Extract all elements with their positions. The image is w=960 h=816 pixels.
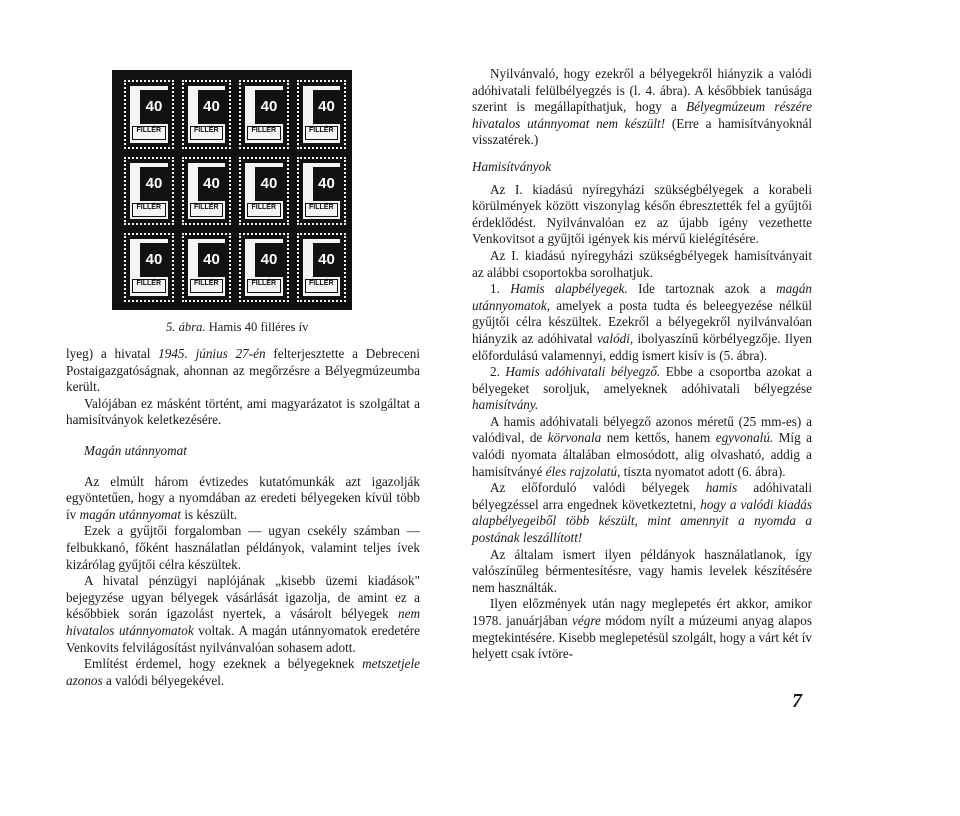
text-run: A hivatal pénzügyi naplójának „kisebb üzemi kiadások" bejegyzése ugyan bélyegek vásárlását igazolja, de amint ez a későbbiek során igazolást nyertek, a vásárolt bélyegek	[66, 573, 420, 622]
text-run-italic: magán utánnyomat	[79, 506, 182, 522]
text-run-italic: nem hivatalos utánnyomatok	[66, 606, 420, 638]
stamp-label: FILLÉR	[251, 203, 276, 211]
stamp-face	[303, 163, 341, 220]
text-run: is készült.	[181, 506, 238, 522]
text-run: Az előforduló valódi bélyegek	[490, 480, 706, 496]
right-paragraph-8: Az általam ismert ilyen példányok használatlanok, így valószínűleg bérmentesítésre, vagy hamis levelek készítésére nem használták.	[472, 546, 812, 595]
right-paragraph-9	[472, 596, 812, 662]
stamp	[297, 80, 347, 149]
stamp	[182, 157, 232, 226]
stamp-label: FILLÉR	[136, 280, 161, 288]
stamp-value: 40	[140, 90, 168, 124]
stamp	[297, 233, 347, 302]
text-run-italic: hogy a valódi kiadás alapbélyegeiből több készült, mint amennyit a nyomda a postának leszállított!	[472, 496, 813, 546]
right-column	[472, 66, 812, 663]
text-run: Ebbe a csoportba azokat a bélyegeket soroljuk, amelyeknek adóhivatali bélyegzése	[472, 364, 813, 396]
text-run-italic: körvonala	[547, 430, 602, 446]
text-run-italic: metszetjele azonos	[66, 656, 420, 688]
left-paragraph-5	[66, 573, 420, 656]
stamp-value: 40	[140, 167, 168, 201]
stamp-label: FILLÉR	[194, 127, 219, 134]
right-paragraph-3: Az I. kiadású nyíregyházi szükségbélyegek hamisítványait az alábbi csoportokba sorolhatjuk.	[472, 247, 812, 280]
text-run: 1.	[490, 281, 511, 297]
text-run: lyeg) a hivatal	[66, 346, 159, 361]
stamp	[182, 80, 232, 149]
text-run: Említést érdemel, hogy ezeknek a bélyegeknek	[84, 656, 363, 672]
text-run: Ide tartoznak azok a	[627, 281, 777, 297]
text-run: (Erre a hamisítványoknál visszatérek.)	[472, 115, 813, 148]
text-run-italic: egyvonalú.	[715, 430, 774, 446]
text-run-italic: hamis	[705, 480, 738, 496]
figure-caption	[166, 320, 308, 335]
stamp-sheet-figure	[112, 70, 352, 310]
stamp	[239, 157, 289, 226]
stamp	[239, 233, 289, 302]
stamp-label: FILLÉR	[194, 280, 219, 288]
right-paragraph-7	[472, 480, 812, 546]
figure-caption-text: Hamis 40 filléres ív	[205, 320, 309, 334]
stamp-value: 40	[198, 90, 226, 124]
stamp-face	[188, 239, 226, 296]
figure-caption-number: 5. ábra.	[166, 320, 206, 334]
stamp	[124, 80, 174, 149]
text-run-italic: 1945. június 27-én	[158, 346, 266, 361]
text-run: amelyek a posta tudta és beleegyezése nélkül gyűjtői célra készültek. Ezekről a bélyegekről nyilvánvalóan hiányzik az adóhivatal	[472, 297, 812, 346]
text-run: Míg a valódi nyomata általában elmosódott, alig olvasható, addig a hamisítványé	[472, 430, 812, 479]
text-run: a valódi bélyegekével.	[102, 672, 225, 688]
stamp-value: 40	[313, 90, 341, 124]
text-run: tiszta nyomatot adott (6. ábra).	[620, 463, 786, 479]
stamp-face	[130, 163, 168, 220]
stamp-face	[130, 86, 168, 143]
section-heading-magan: Magán utánnyomat	[84, 442, 187, 458]
stamp-label: FILLÉR	[251, 280, 276, 288]
stamp	[239, 80, 289, 149]
left-column	[66, 346, 420, 689]
stamp-sheet-grid	[124, 80, 346, 302]
stamp	[297, 157, 347, 226]
text-run: nem kettős, hanem	[601, 430, 716, 446]
text-run: Nyilvánvaló, hogy ezekről a bélyegekről hiányzik a valódi adóhivatali felülbélyegzés is (l. 4. ábra). A későbbiek tanúsága szerint is megállapíthatjuk, hogy a	[472, 66, 812, 115]
right-paragraph-2: Az I. kiadású nyíregyházi szükségbélyegek a korabeli körülmények között viszonylag későn ébresztették fel a gyűjtői érdeklődést. Nyilvánvalóan ez az újabb igény vezethette Venkovitsot a gyűjtői igények kis mérvű kielégítésére.	[472, 181, 812, 247]
text-run-italic: hamisítvány.	[472, 397, 539, 413]
text-run-italic: Hamis alapbélyegek.	[510, 281, 628, 297]
page-number: 7	[792, 690, 802, 712]
stamp-label: FILLÉR	[309, 127, 334, 134]
text-run: Az elmúlt három évtizedes kutatómunkák azt igazolják egyöntetűen, hogy a nyomdában az eredeti bélyegeken kívül több ív	[66, 473, 420, 522]
text-run: felterjesztette a Debreceni Postaigazgatóságnak, ahonnan az megőrzésre a Bélyegmúzeumba került.	[66, 346, 420, 395]
text-run: ibolyaszínű körbélyegzője. Ilyen előfordulású valamennyi, eddig ismert kisív is (5. ábra).	[472, 330, 813, 363]
text-run: adóhivatali bélyegzéssel arra engednek következtetni,	[472, 480, 812, 512]
stamp-face	[303, 86, 341, 143]
left-paragraph-2: Valójában ez másként történt, ami magyarázatot is szolgáltat a hamisítványok keletkezésére.	[66, 395, 420, 428]
stamp-value: 40	[198, 243, 226, 277]
stamp-value: 40	[313, 167, 341, 201]
text-run-italic: Hamis adóhivatali bélyegző.	[505, 364, 661, 380]
stamp-face	[245, 239, 283, 296]
right-paragraph-5	[472, 364, 812, 414]
stamp-face	[130, 239, 168, 296]
text-run: Ilyen előzmények után nagy meglepetés ért akkor, amikor 1978. januárjában	[472, 596, 812, 628]
stamp-face	[245, 163, 283, 220]
stamp-label: FILLÉR	[194, 203, 219, 211]
right-paragraph-4	[472, 281, 812, 364]
text-run-italic: valódi,	[596, 330, 634, 346]
stamp-face	[188, 163, 226, 220]
stamp-value: 40	[140, 243, 168, 277]
stamp-label: FILLÉR	[251, 127, 276, 134]
text-run-italic: végre	[572, 613, 601, 628]
right-paragraph-1	[472, 66, 812, 149]
stamp	[124, 233, 174, 302]
text-run-italic: Bélyegmúzeum részére hivatalos utánnyomat nem készült!	[472, 99, 812, 131]
text-run: módom nyílt a múzeumi anyag alapos megtekintésére. Kisebb meglepetésül szolgált, hogy a várt két ív helyett csak ívtöre-	[472, 613, 812, 662]
stamp-label: FILLÉR	[309, 203, 334, 211]
text-run-italic: éles rajzolatú,	[545, 463, 621, 479]
text-run: voltak. A magán utánnyomatok eredetére Venkovits felvilágosítást nyilvánvalóan sohasem adott.	[66, 622, 420, 655]
left-paragraph-1	[66, 346, 420, 396]
stamp-value: 40	[255, 90, 283, 124]
stamp-label: FILLÉR	[309, 280, 334, 288]
section-heading-hamisitvanyok: Hamisítványok	[472, 158, 552, 174]
stamp-face	[245, 86, 283, 143]
stamp-value: 40	[255, 167, 283, 201]
text-run: A hamis adóhivatali bélyegző azonos méretű (25 mm-es) a valódival, de	[472, 413, 812, 446]
stamp	[182, 233, 232, 302]
left-paragraph-4: Ezek a gyűjtői forgalomban — ugyan csekély számban — felbukkanó, főként használatlan példányok, valamint teljes ívek kizárólag gyűjtői célra készültek.	[66, 523, 420, 572]
right-paragraph-6	[472, 414, 812, 480]
stamp-face	[303, 239, 341, 296]
left-paragraph-3	[66, 474, 420, 524]
stamp-value: 40	[255, 243, 283, 277]
stamp-face	[188, 86, 226, 143]
stamp-value: 40	[313, 243, 341, 277]
stamp-value: 40	[198, 167, 226, 201]
stamp-label: FILLÉR	[136, 203, 161, 211]
left-paragraph-6	[66, 656, 420, 689]
text-run-italic: magán utánnyomatok,	[472, 281, 813, 313]
stamp-label: FILLÉR	[136, 127, 161, 134]
text-run: 2.	[490, 364, 506, 380]
stamp	[124, 157, 174, 226]
